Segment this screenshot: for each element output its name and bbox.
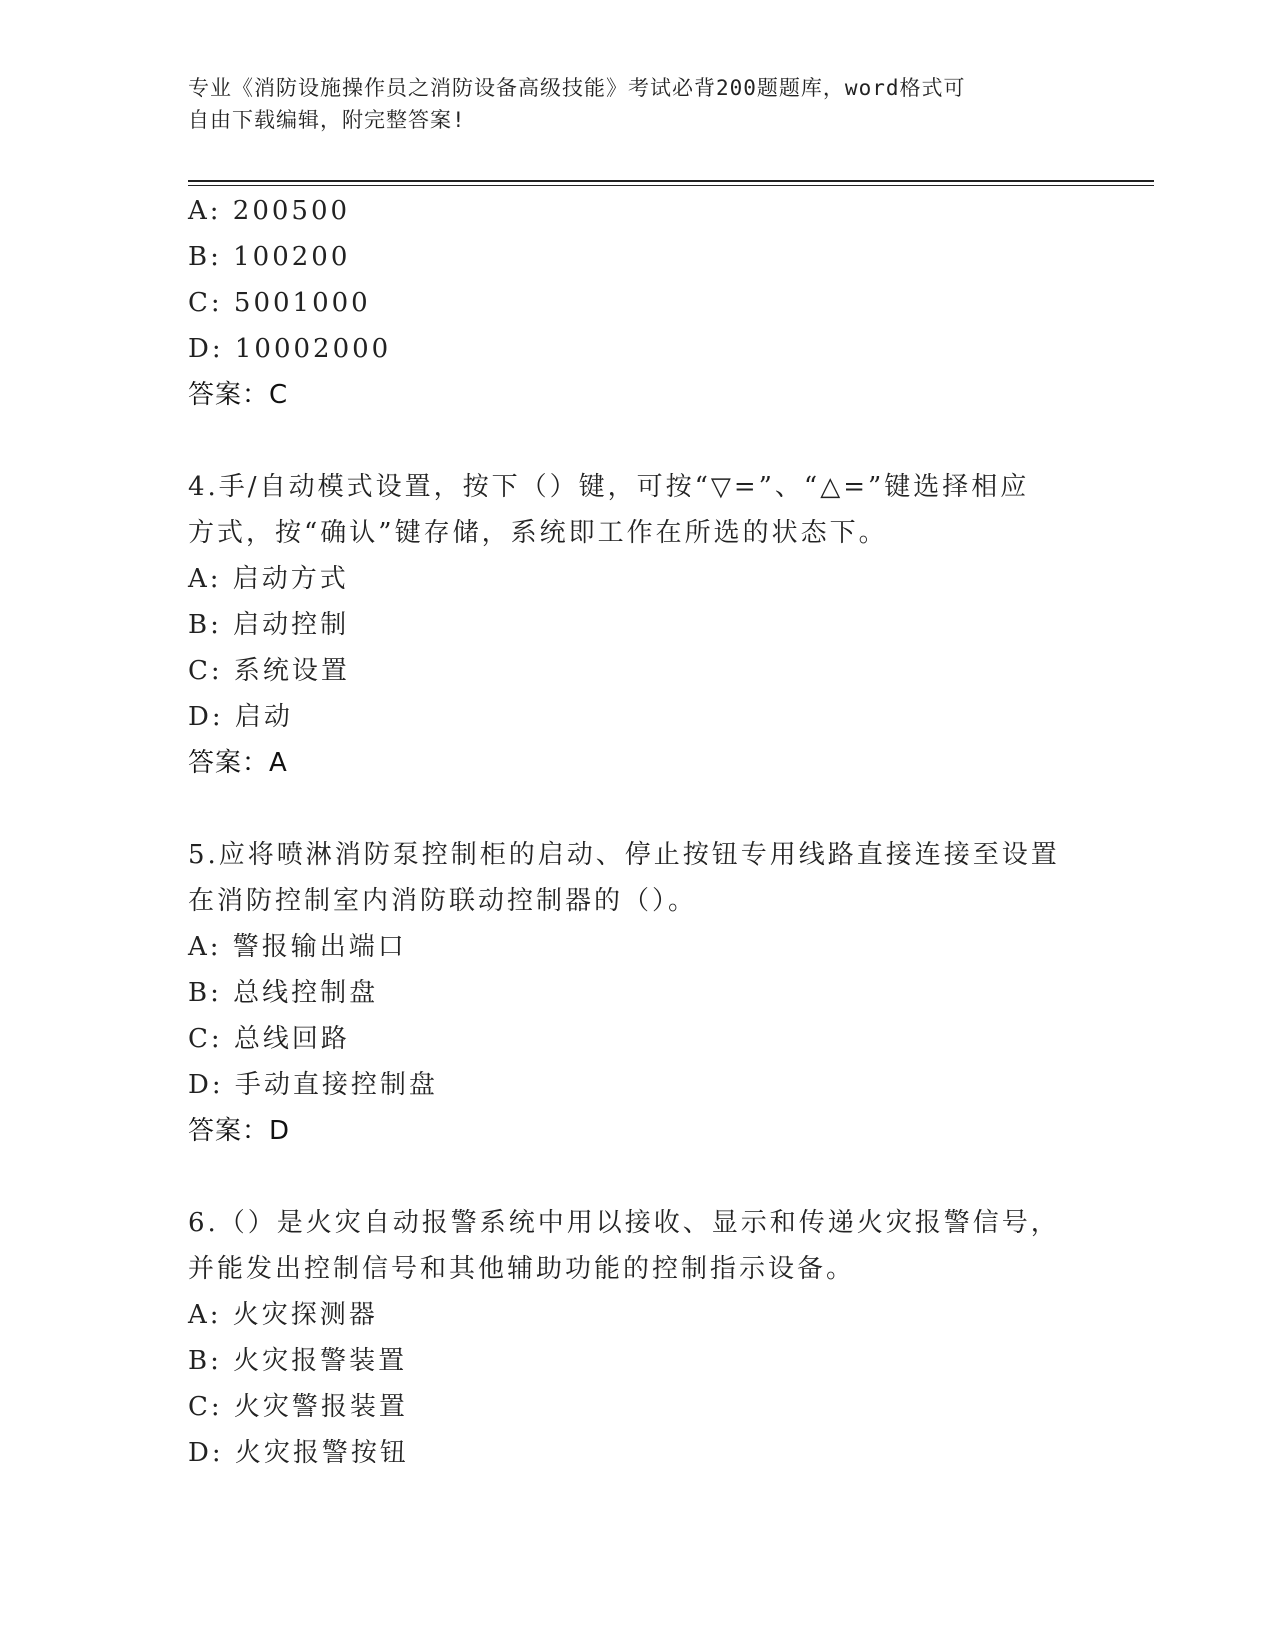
option-b: B: 启动控制	[188, 610, 350, 640]
header-title-line-2: 自由下载编辑，附完整答案!	[188, 108, 466, 132]
option-c: C: 5001000	[188, 288, 371, 318]
question-stem-line-1: 6.（）是火灾自动报警系统中用以接收、显示和传递火灾报警信号，	[188, 1208, 1060, 1238]
option-c: C: 总线回路	[188, 1024, 350, 1054]
header-title-line-1: 专业《消防设施操作员之消防设备高级技能》考试必背200题题库，word格式可	[188, 76, 966, 100]
option-c: C: 火灾警报装置	[188, 1392, 408, 1422]
question-stem-line-1: 4.手/自动模式设置，按下（）键，可按“▽=”、“△=”键选择相应	[188, 472, 1030, 502]
question-3	[188, 188, 1088, 418]
question-stem-line-2: 并能发出控制信号和其他辅助功能的控制指示设备。	[188, 1254, 856, 1284]
header-divider-thin	[188, 185, 1154, 186]
option-d: D: 火灾报警按钮	[188, 1438, 409, 1468]
header-divider	[188, 180, 1154, 182]
option-c: C: 系统设置	[188, 656, 350, 686]
question-6	[188, 1200, 1088, 1476]
question-4	[188, 464, 1088, 786]
question-5	[188, 832, 1088, 1154]
option-d: D: 手动直接控制盘	[188, 1070, 438, 1100]
question-stem-line-2: 在消防控制室内消防联动控制器的（）。	[188, 886, 698, 916]
option-a: A: 火灾探测器	[188, 1300, 378, 1330]
answer: 答案：D	[188, 1116, 291, 1146]
option-a: A: 警报输出端口	[188, 932, 407, 962]
option-b: B: 100200	[188, 242, 351, 272]
option-a: A: 启动方式	[188, 564, 349, 594]
question-stem-line-2: 方式，按“确认”键存储，系统即工作在所选的状态下。	[188, 518, 888, 548]
question-stem-line-1: 5.应将喷淋消防泵控制柜的启动、停止按钮专用线路直接连接至设置	[188, 840, 1060, 870]
question-list	[188, 188, 1088, 1476]
option-b: B: 火灾报警装置	[188, 1346, 408, 1376]
option-d: D: 10002000	[188, 334, 392, 364]
answer: 答案：C	[188, 380, 289, 410]
option-d: D: 启动	[188, 702, 293, 732]
answer: 答案：A	[188, 748, 288, 778]
option-b: B: 总线控制盘	[188, 978, 379, 1008]
option-a: A: 200500	[188, 196, 351, 226]
